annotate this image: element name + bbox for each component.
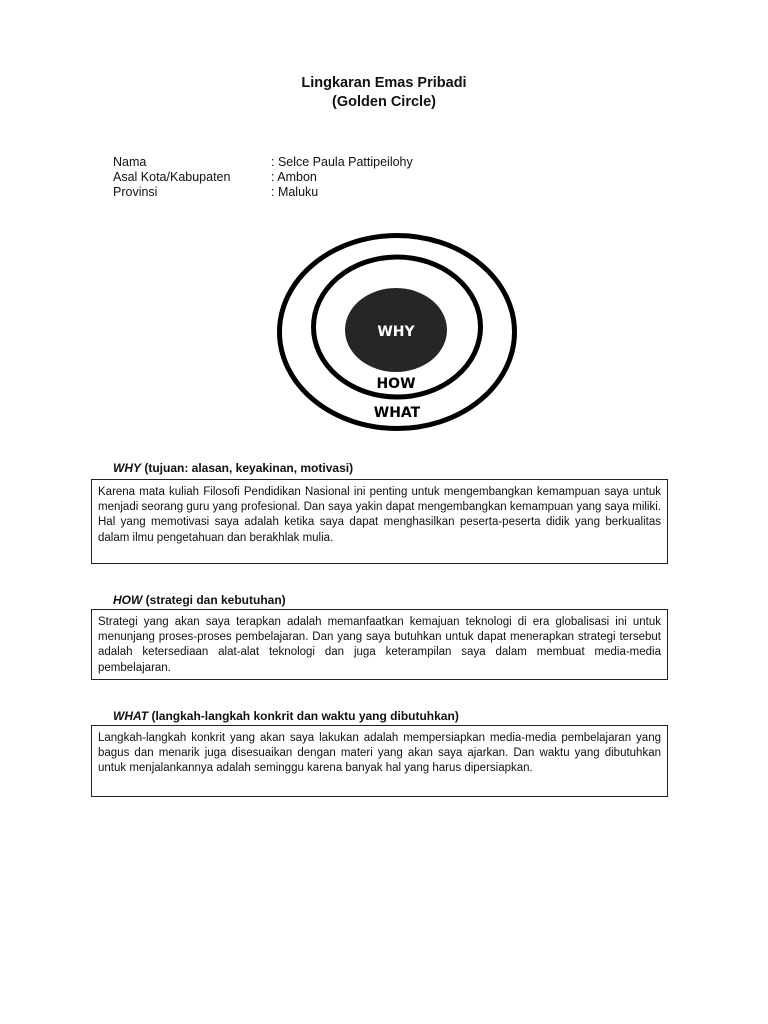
why-heading	[113, 461, 353, 476]
why-key: WHY	[113, 461, 141, 475]
info-value: : Ambon	[271, 170, 317, 184]
why-desc: (tujuan: alasan, keyakinan, motivasi)	[141, 461, 354, 475]
how-heading	[113, 593, 286, 608]
golden-circle-diagram	[276, 232, 518, 432]
info-value: : Selce Paula Pattipeilohy	[271, 155, 413, 169]
why-textbox: Karena mata kuliah Filosofi Pendidikan Nasional ini penting untuk mengembangkan kemampuan saya untuk menjadi seorang guru yang profesional. Dan saya yakin dapat mengembangkan kemampuan yang saya miliki. Hal yang memotivasi saya adalah ketika saya dapat menghasilkan peserta-peserta didik yang berkualitas dalam ilmu pengetahuan dan berakhlak mulia.	[91, 479, 668, 564]
how-label: HOW	[376, 376, 416, 392]
info-row-city	[113, 170, 413, 185]
what-desc: (langkah-langkah konkrit dan waktu yang dibutuhkan)	[148, 709, 459, 723]
how-desc: (strategi dan kebutuhan)	[142, 593, 286, 607]
what-label: WHAT	[373, 405, 421, 421]
what-textbox: Langkah-langkah konkrit yang akan saya lakukan adalah mempersiapkan media-media pembelajaran yang bagus dan menarik juga disesuaikan dengan materi yang akan saya ajarkan. Dan waktu yang dibutuhkan untuk menjalankannya adalah seminggu karena banyak hal yang harus dipersiapkan.	[91, 725, 668, 797]
info-label: Provinsi	[113, 185, 158, 199]
identity-block	[113, 155, 413, 200]
why-label: WHY	[377, 324, 415, 340]
how-key: HOW	[113, 593, 143, 607]
info-row-name	[113, 155, 413, 170]
how-textbox: Strategi yang akan saya terapkan adalah memanfaatkan kemajuan teknologi di era globalisasi ini untuk menunjang proses-proses pembelajaran. Dan yang saya butuhkan untuk dapat menerapkan strategi tersebut adalah ketersediaan alat-alat teknologi dan juga keterampilan saya dalam membuat media-media pembelajaran.	[91, 609, 668, 680]
info-label: Nama	[113, 155, 147, 169]
info-label: Asal Kota/Kabupaten	[113, 170, 231, 184]
golden-circle-svg	[276, 232, 518, 432]
document-title: Lingkaran Emas Pribadi	[301, 75, 467, 91]
info-row-province	[113, 185, 413, 200]
document-subtitle: (Golden Circle)	[332, 94, 436, 110]
what-key: WHAT	[113, 709, 149, 723]
what-heading	[113, 709, 459, 724]
info-value: : Maluku	[271, 185, 319, 199]
